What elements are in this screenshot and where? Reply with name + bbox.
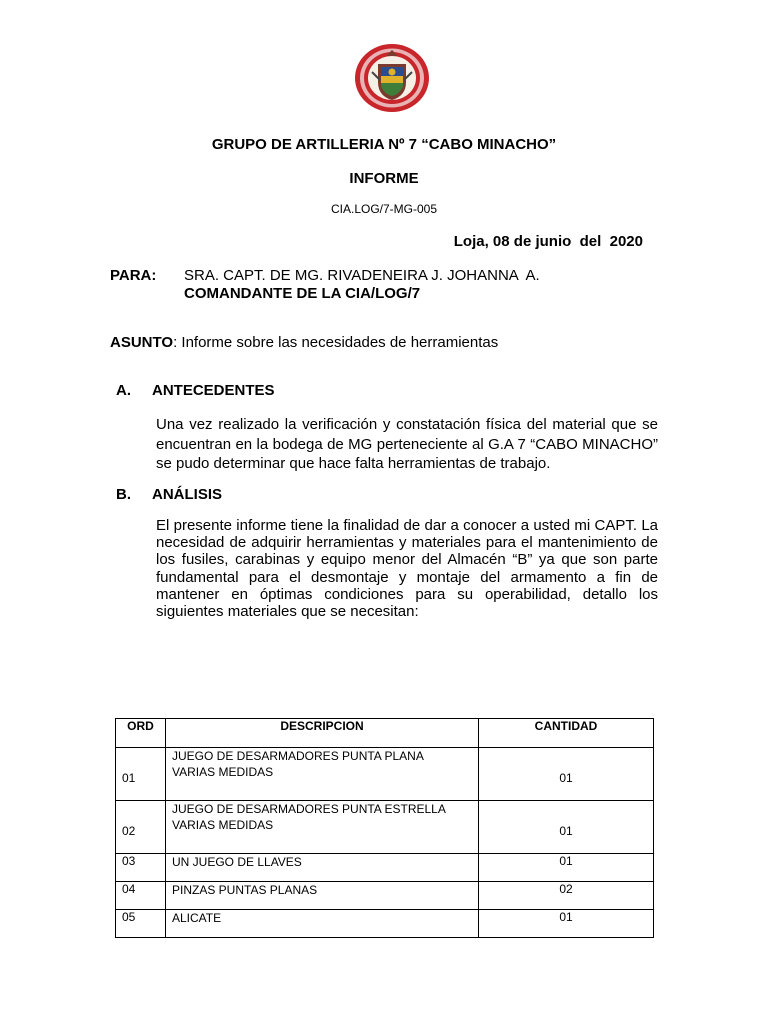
section-a-letter: A. bbox=[116, 382, 131, 399]
addressee-position: COMANDANTE DE LA CIA/LOG/7 bbox=[184, 285, 421, 302]
table-row bbox=[116, 854, 654, 882]
table-row bbox=[116, 910, 654, 938]
section-b-title: ANÁLISIS bbox=[152, 486, 223, 503]
row-description-line: VARIAS MEDIDAS bbox=[172, 818, 274, 832]
header-description: DESCRIPCION bbox=[166, 719, 479, 748]
subject-label: ASUNTO bbox=[110, 334, 174, 351]
document-type: INFORME bbox=[349, 170, 419, 187]
row-description bbox=[166, 801, 479, 854]
row-ord: 03 bbox=[116, 854, 166, 882]
subject-text: : Informe sobre las necesidades de herramientas bbox=[173, 334, 499, 351]
row-ord: 05 bbox=[116, 910, 166, 938]
table-header-row bbox=[116, 719, 654, 748]
row-description-line: JUEGO DE DESARMADORES PUNTA ESTRELLA bbox=[172, 802, 446, 816]
row-ord: 04 bbox=[116, 882, 166, 910]
section-a-body: Una vez realizado la verificación y constatación física del material que se encuentran en la bodega de MG perteneciente al G.A 7 “CABO MINACHO” se pudo determinar que hace falta herramientas de trabajo. bbox=[156, 416, 658, 472]
row-quantity: 01 bbox=[479, 801, 654, 854]
organization-title: GRUPO DE ARTILLERIA Nº 7 “CABO MINACHO” bbox=[211, 136, 557, 153]
row-description: ALICATE bbox=[166, 910, 479, 938]
header-quantity: CANTIDAD bbox=[479, 719, 654, 748]
military-emblem-icon bbox=[350, 42, 434, 114]
row-description-line: VARIAS MEDIDAS bbox=[172, 765, 274, 779]
row-description: UN JUEGO DE LLAVES bbox=[166, 854, 479, 882]
section-b-body: El presente informe tiene la finalidad de dar a conocer a usted mi CAPT. La necesidad de adquirir herramientas y materiales para el mantenimiento de los fusiles, carabinas y equipo menor del Almacén “B” ya que son parte fundamental para el desmontaje y montaje del armamento a fin de mantener en óptimas condiciones para su operabilidad, detallo los siguientes materiales que se necesitan: bbox=[156, 517, 658, 621]
row-quantity: 01 bbox=[479, 854, 654, 882]
row-quantity: 02 bbox=[479, 882, 654, 910]
addressee-label: PARA: bbox=[110, 267, 157, 284]
table-row bbox=[116, 748, 654, 801]
row-description bbox=[166, 748, 479, 801]
section-a-heading bbox=[116, 382, 275, 399]
row-description-line: JUEGO DE DESARMADORES PUNTA PLANA bbox=[172, 749, 424, 763]
row-ord: 02 bbox=[116, 801, 166, 854]
table-row bbox=[116, 801, 654, 854]
row-quantity: 01 bbox=[479, 748, 654, 801]
row-quantity: 01 bbox=[479, 910, 654, 938]
subject-line bbox=[110, 334, 498, 351]
section-b-letter: B. bbox=[116, 486, 131, 503]
header-ord: ORD bbox=[116, 719, 166, 748]
materials-table bbox=[115, 718, 654, 938]
section-b-heading bbox=[116, 486, 222, 503]
document-code: CIA.LOG/7-MG-005 bbox=[330, 202, 438, 216]
row-description: PINZAS PUNTAS PLANAS bbox=[166, 882, 479, 910]
row-ord: 01 bbox=[116, 748, 166, 801]
date-line: Loja, 08 de junio del 2020 bbox=[453, 233, 643, 250]
section-a-title: ANTECEDENTES bbox=[152, 382, 275, 399]
table-row bbox=[116, 882, 654, 910]
addressee-name: SRA. CAPT. DE MG. RIVADENEIRA J. JOHANNA A. bbox=[184, 267, 540, 284]
